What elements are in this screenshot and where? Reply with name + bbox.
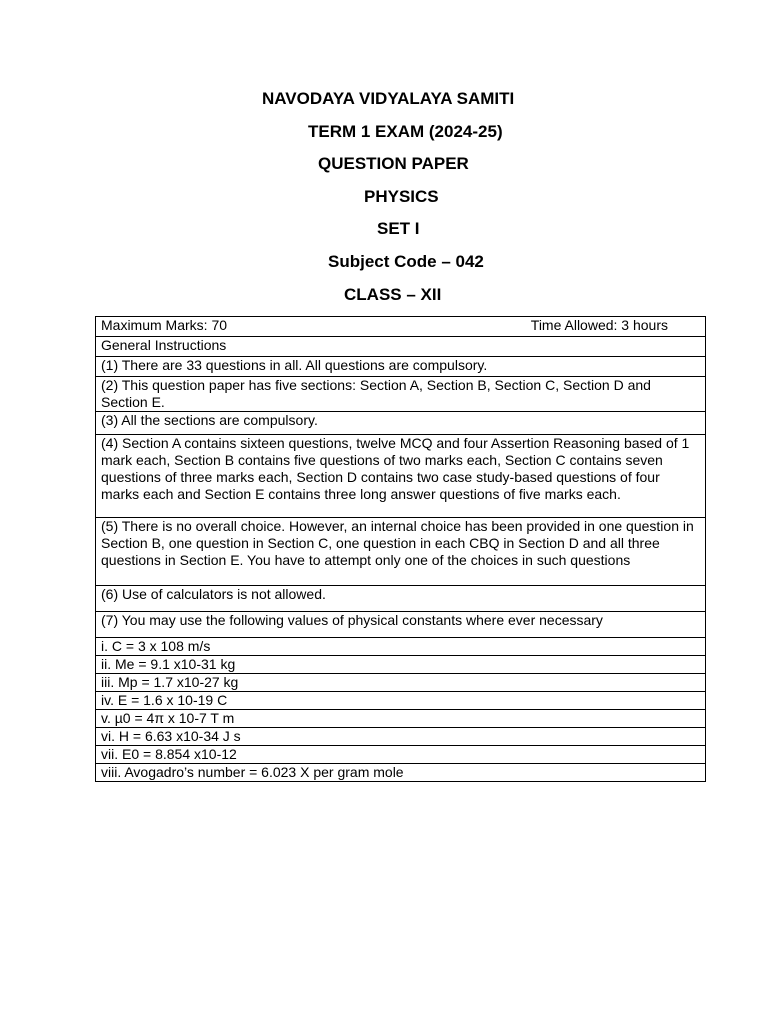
set-label: SET I [377,219,420,238]
document-type: QUESTION PAPER [318,154,469,173]
org-title: NAVODAYA VIDYALAYA SAMITI [262,89,515,108]
instruction-1: (1) There are 33 questions in all. All questions are compulsory. [96,357,706,377]
max-marks: Maximum Marks: 70 [101,317,228,333]
instruction-7: (7) You may use the following values of physical constants where ever necessary [96,612,706,638]
table-row [96,337,706,357]
constant-row [96,692,706,710]
class-label: CLASS – XII [344,285,442,304]
constant-permittivity: vii. E0 = 8.854 x10-12 [96,746,706,764]
constant-electron-mass: ii. Me = 9.1 x10-31 kg [96,656,706,674]
constant-row [96,656,706,674]
table-row [96,377,706,412]
instructions-table [95,316,706,782]
constant-avogadro: viii. Avogadro’s number = 6.023 X per gram mole [96,764,706,782]
instruction-2: (2) This question paper has five sections: Section A, Section B, Section C, Section D and Section E. [96,377,706,412]
subject-title: PHYSICS [364,187,439,206]
table-row [96,412,706,435]
instruction-3: (3) All the sections are compulsory. [96,412,706,435]
constant-speed-of-light: i. C = 3 x 108 m/s [96,638,706,656]
table-row [96,518,706,586]
general-instructions-heading: General Instructions [96,337,706,357]
exam-title: TERM 1 EXAM (2024-25) [308,122,503,141]
constant-planck: vi. H = 6.63 x10-34 J s [96,728,706,746]
constant-row [96,710,706,728]
constant-row [96,728,706,746]
table-row [96,586,706,612]
constant-row [96,764,706,782]
instruction-6: (6) Use of calculators is not allowed. [96,586,706,612]
time-allowed: Time Allowed: 3 hours [530,317,668,333]
instruction-5: (5) There is no overall choice. However, an internal choice has been provided in one question in Section B, one question in Section C, one question in each CBQ in Section D and all three questions in Section E. You have to attempt only one of the choices in such questions [96,518,706,586]
constant-charge: iv. E = 1.6 x 10-19 C [96,692,706,710]
table-row [96,357,706,377]
table-row [96,612,706,638]
instruction-4: (4) Section A contains sixteen questions, twelve MCQ and four Assertion Reasoning based of 1 mark each, Section B contains five questions of two marks each, Section C contains seven questions of three marks each, Section D contains two case study-based questions of four marks each and Section E contains three long answer questions of five marks each. [96,435,706,518]
marks-time-cell [96,317,706,337]
constant-proton-mass: iii. Mp = 1.7 x10-27 kg [96,674,706,692]
constant-row [96,746,706,764]
constant-permeability: v. µ0 = 4π x 10-7 T m [96,710,706,728]
subject-code: Subject Code – 042 [328,252,484,271]
table-row [96,435,706,518]
constant-row [96,674,706,692]
constant-row [96,638,706,656]
table-row [96,317,706,337]
